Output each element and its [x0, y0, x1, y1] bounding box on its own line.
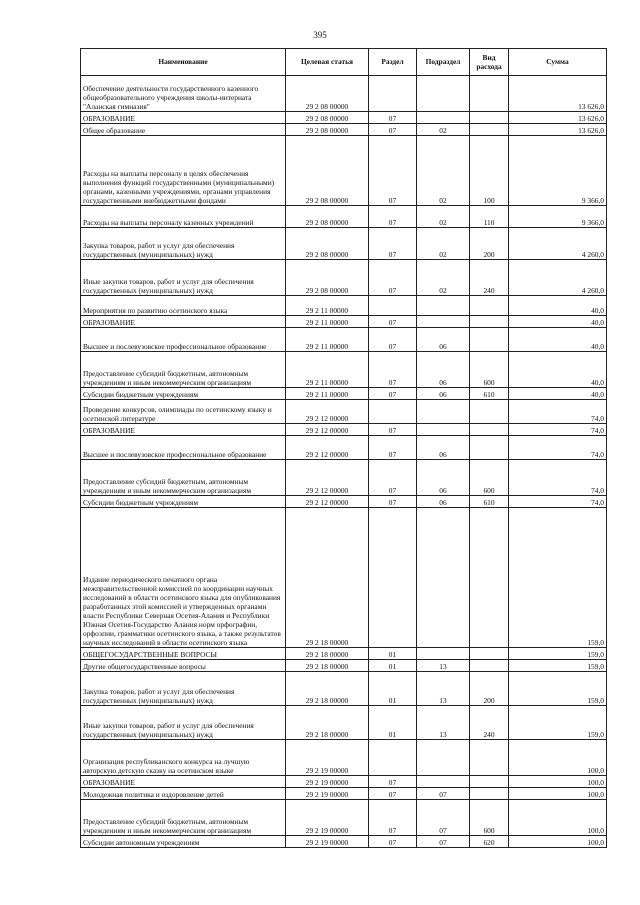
table-row — [81, 660, 607, 672]
cell-name: ОБРАЗОВАНИЕ — [81, 424, 286, 436]
cell-section: 07 — [369, 228, 417, 260]
table-row — [81, 296, 607, 316]
cell-name: ОБРАЗОВАНИЕ — [81, 112, 286, 124]
cell-subsection: 06 — [417, 388, 470, 400]
cell-target: 29 2 08 00000 — [286, 124, 369, 136]
table-row — [81, 672, 607, 706]
cell-name: Общее образование — [81, 124, 286, 136]
cell-section: 07 — [369, 316, 417, 328]
cell-target: 29 2 19 00000 — [286, 788, 369, 800]
cell-section: 07 — [369, 776, 417, 788]
cell-section: 07 — [369, 788, 417, 800]
cell-name: Субсидии бюджетным учреждениям — [81, 388, 286, 400]
cell-name: Организация республиканского конкурса на лучшую авторскую детскую сказку на осетинском языке — [81, 740, 286, 776]
column-header-expense-type: Вид расхода — [470, 49, 509, 76]
table-header-row — [81, 49, 607, 76]
column-header-name: Наименование — [81, 49, 286, 76]
table-row — [81, 260, 607, 296]
cell-amount: 100,0 — [509, 800, 607, 836]
cell-expense-type — [470, 316, 509, 328]
cell-expense-type: 200 — [470, 228, 509, 260]
cell-target: 29 2 11 00000 — [286, 328, 369, 352]
cell-amount: 74,0 — [509, 496, 607, 508]
cell-target: 29 2 12 00000 — [286, 460, 369, 496]
cell-amount: 9 366,0 — [509, 206, 607, 228]
table-row — [81, 800, 607, 836]
cell-subsection: 02 — [417, 124, 470, 136]
cell-subsection: 13 — [417, 660, 470, 672]
column-header-section: Раздел — [369, 49, 417, 76]
cell-amount: 159,0 — [509, 508, 607, 648]
cell-subsection: 06 — [417, 460, 470, 496]
cell-subsection — [417, 740, 470, 776]
table-row — [81, 328, 607, 352]
cell-expense-type: 600 — [470, 460, 509, 496]
cell-target: 29 2 12 00000 — [286, 400, 369, 424]
cell-amount: 74,0 — [509, 460, 607, 496]
table-row — [81, 788, 607, 800]
table-row — [81, 112, 607, 124]
cell-name: ОБЩЕГОСУДАРСТВЕННЫЕ ВОПРОСЫ — [81, 648, 286, 660]
cell-amount: 100,0 — [509, 740, 607, 776]
cell-amount: 40,0 — [509, 296, 607, 316]
cell-expense-type: 600 — [470, 352, 509, 388]
cell-section: 01 — [369, 648, 417, 660]
cell-amount: 74,0 — [509, 400, 607, 424]
cell-subsection: 13 — [417, 672, 470, 706]
cell-name: Молодежная политика и оздоровление детей — [81, 788, 286, 800]
cell-section: 07 — [369, 206, 417, 228]
column-header-target: Целевая статья — [286, 49, 369, 76]
cell-amount: 13 626,0 — [509, 76, 607, 112]
cell-target: 29 2 08 00000 — [286, 228, 369, 260]
cell-section: 07 — [369, 460, 417, 496]
table-row — [81, 388, 607, 400]
cell-expense-type: 620 — [470, 836, 509, 848]
cell-subsection: 07 — [417, 788, 470, 800]
cell-section: 07 — [369, 352, 417, 388]
cell-subsection — [417, 296, 470, 316]
cell-expense-type — [470, 76, 509, 112]
cell-expense-type — [470, 296, 509, 316]
cell-name: Предоставление субсидий бюджетным, автономным учреждениям и иным некоммерческим организациям — [81, 352, 286, 388]
cell-subsection — [417, 76, 470, 112]
cell-subsection — [417, 400, 470, 424]
cell-amount: 100,0 — [509, 788, 607, 800]
cell-target: 29 2 18 00000 — [286, 706, 369, 740]
cell-name: Закупка товаров, работ и услуг для обеспечения государственных (муниципальных) нужд — [81, 228, 286, 260]
cell-target: 29 2 19 00000 — [286, 800, 369, 836]
page-number: 395 — [313, 30, 327, 40]
cell-amount: 159,0 — [509, 706, 607, 740]
cell-subsection: 07 — [417, 800, 470, 836]
cell-amount: 9 366,0 — [509, 136, 607, 206]
cell-section: 07 — [369, 136, 417, 206]
cell-target: 29 2 18 00000 — [286, 508, 369, 648]
cell-section: 07 — [369, 424, 417, 436]
cell-section — [369, 76, 417, 112]
table-row — [81, 424, 607, 436]
table-row — [81, 136, 607, 206]
cell-amount: 159,0 — [509, 660, 607, 672]
cell-name: Другие общегосударственные вопросы — [81, 660, 286, 672]
cell-expense-type — [470, 436, 509, 460]
cell-expense-type — [470, 508, 509, 648]
cell-target: 29 2 11 00000 — [286, 352, 369, 388]
table-row — [81, 836, 607, 848]
cell-section: 01 — [369, 706, 417, 740]
table-row — [81, 496, 607, 508]
cell-amount: 4 260,0 — [509, 260, 607, 296]
table-row — [81, 228, 607, 260]
table-row — [81, 740, 607, 776]
cell-expense-type: 110 — [470, 206, 509, 228]
cell-target: 29 2 18 00000 — [286, 660, 369, 672]
budget-table — [80, 48, 607, 848]
table-row — [81, 776, 607, 788]
cell-name: Мероприятия по развитию осетинского языка — [81, 296, 286, 316]
cell-amount: 40,0 — [509, 316, 607, 328]
cell-amount: 40,0 — [509, 352, 607, 388]
cell-subsection: 06 — [417, 496, 470, 508]
table-row — [81, 436, 607, 460]
cell-amount: 159,0 — [509, 648, 607, 660]
cell-target: 29 2 11 00000 — [286, 388, 369, 400]
cell-expense-type — [470, 660, 509, 672]
cell-name: Иные закупки товаров, работ и услуг для обеспечения государственных (муниципальных) нужд — [81, 706, 286, 740]
cell-expense-type — [470, 400, 509, 424]
cell-target: 29 2 12 00000 — [286, 436, 369, 460]
column-header-subsection: Подраздел — [417, 49, 470, 76]
cell-name: Расходы на выплаты персоналу казенных учреждений — [81, 206, 286, 228]
cell-expense-type — [470, 648, 509, 660]
cell-target: 29 2 08 00000 — [286, 76, 369, 112]
cell-name: ОБРАЗОВАНИЕ — [81, 316, 286, 328]
cell-subsection: 02 — [417, 228, 470, 260]
cell-target: 29 2 18 00000 — [286, 672, 369, 706]
cell-section: 07 — [369, 124, 417, 136]
cell-expense-type: 610 — [470, 496, 509, 508]
cell-name: Расходы на выплаты персоналу в целях обеспечения выполнения функций государственными (муниципальными) органами, казенными учреждениями, органами управления государственными внебюджетными фондами — [81, 136, 286, 206]
cell-name: Субсидии бюджетным учреждениям — [81, 496, 286, 508]
cell-target: 29 2 19 00000 — [286, 740, 369, 776]
table-row — [81, 352, 607, 388]
cell-subsection — [417, 648, 470, 660]
cell-amount: 100,0 — [509, 776, 607, 788]
cell-amount: 4 260,0 — [509, 228, 607, 260]
cell-amount: 13 626,0 — [509, 124, 607, 136]
cell-expense-type: 240 — [470, 260, 509, 296]
cell-section: 01 — [369, 672, 417, 706]
cell-amount: 74,0 — [509, 436, 607, 460]
column-header-amount: Сумма — [509, 49, 607, 76]
cell-amount: 74,0 — [509, 424, 607, 436]
cell-expense-type — [470, 328, 509, 352]
cell-subsection: 06 — [417, 436, 470, 460]
cell-amount: 40,0 — [509, 328, 607, 352]
cell-target: 29 2 19 00000 — [286, 776, 369, 788]
cell-subsection — [417, 316, 470, 328]
cell-target: 29 2 08 00000 — [286, 206, 369, 228]
cell-subsection — [417, 112, 470, 124]
table-row — [81, 706, 607, 740]
cell-target: 29 2 08 00000 — [286, 260, 369, 296]
cell-target: 29 2 08 00000 — [286, 136, 369, 206]
cell-section — [369, 400, 417, 424]
cell-section: 07 — [369, 260, 417, 296]
cell-expense-type — [470, 124, 509, 136]
cell-expense-type: 100 — [470, 136, 509, 206]
cell-name: Предоставление субсидий бюджетным, автономным учреждениям и иным некоммерческим организациям — [81, 460, 286, 496]
cell-subsection: 02 — [417, 260, 470, 296]
cell-name: Высшее и послевузовское профессиональное образование — [81, 436, 286, 460]
cell-section: 07 — [369, 388, 417, 400]
cell-name: Иные закупки товаров, работ и услуг для обеспечения государственных (муниципальных) нужд — [81, 260, 286, 296]
cell-section — [369, 296, 417, 316]
cell-subsection: 06 — [417, 328, 470, 352]
cell-subsection — [417, 424, 470, 436]
cell-subsection — [417, 508, 470, 648]
cell-section: 07 — [369, 836, 417, 848]
cell-section: 07 — [369, 328, 417, 352]
cell-subsection: 07 — [417, 836, 470, 848]
cell-name: Субсидии автономным учреждениям — [81, 836, 286, 848]
cell-target: 29 2 08 00000 — [286, 112, 369, 124]
cell-section: 07 — [369, 800, 417, 836]
cell-target: 29 2 11 00000 — [286, 316, 369, 328]
table-row — [81, 508, 607, 648]
cell-name: Предоставление субсидий бюджетным, автономным учреждениям и иным некоммерческим организациям — [81, 800, 286, 836]
cell-expense-type — [470, 424, 509, 436]
cell-expense-type — [470, 788, 509, 800]
cell-target: 29 2 19 00000 — [286, 836, 369, 848]
cell-name: Высшее и послевузовское профессиональное образование — [81, 328, 286, 352]
cell-section: 07 — [369, 436, 417, 460]
cell-subsection: 13 — [417, 706, 470, 740]
cell-section: 07 — [369, 112, 417, 124]
cell-expense-type: 200 — [470, 672, 509, 706]
cell-amount: 13 626,0 — [509, 112, 607, 124]
cell-expense-type: 610 — [470, 388, 509, 400]
cell-subsection: 06 — [417, 352, 470, 388]
table-row — [81, 76, 607, 112]
cell-name: Проведение конкурсов, олимпиады по осетинскому языку и осетинской литературе — [81, 400, 286, 424]
cell-expense-type — [470, 776, 509, 788]
cell-expense-type — [470, 740, 509, 776]
table-row — [81, 206, 607, 228]
cell-expense-type — [470, 112, 509, 124]
cell-name: Обеспечение деятельности государственного казенного общеобразовательного учреждения школы-интерната "Аланская гимназия" — [81, 76, 286, 112]
cell-target: 29 2 18 00000 — [286, 648, 369, 660]
cell-expense-type: 240 — [470, 706, 509, 740]
cell-target: 29 2 11 00000 — [286, 296, 369, 316]
table-body — [81, 76, 607, 848]
cell-subsection — [417, 776, 470, 788]
table-row — [81, 316, 607, 328]
cell-section: 07 — [369, 496, 417, 508]
table-row — [81, 460, 607, 496]
cell-name: Издание периодического печатного органа межправительственной комиссией по координации научных исследований в области осетинского языка для опубликования разработанных этой комиссией и утвержденных органами власти Республики Северная Осетия-Алания и Республики Южная Осетия-Государство Алания норм орфографии, орфоэпии, грамматики осетинского языка, а также результатов научных исследований в области осетинского языка — [81, 508, 286, 648]
cell-name: Закупка товаров, работ и услуг для обеспечения государственных (муниципальных) нужд — [81, 672, 286, 706]
cell-subsection: 02 — [417, 136, 470, 206]
cell-target: 29 2 12 00000 — [286, 424, 369, 436]
cell-expense-type: 600 — [470, 800, 509, 836]
cell-section — [369, 740, 417, 776]
cell-section: 01 — [369, 660, 417, 672]
cell-amount: 100,0 — [509, 836, 607, 848]
cell-name: ОБРАЗОВАНИЕ — [81, 776, 286, 788]
cell-subsection: 02 — [417, 206, 470, 228]
cell-target: 29 2 12 00000 — [286, 496, 369, 508]
cell-section — [369, 508, 417, 648]
cell-amount: 40,0 — [509, 388, 607, 400]
table-row — [81, 648, 607, 660]
cell-amount: 159,0 — [509, 672, 607, 706]
table-row — [81, 124, 607, 136]
table-row — [81, 400, 607, 424]
